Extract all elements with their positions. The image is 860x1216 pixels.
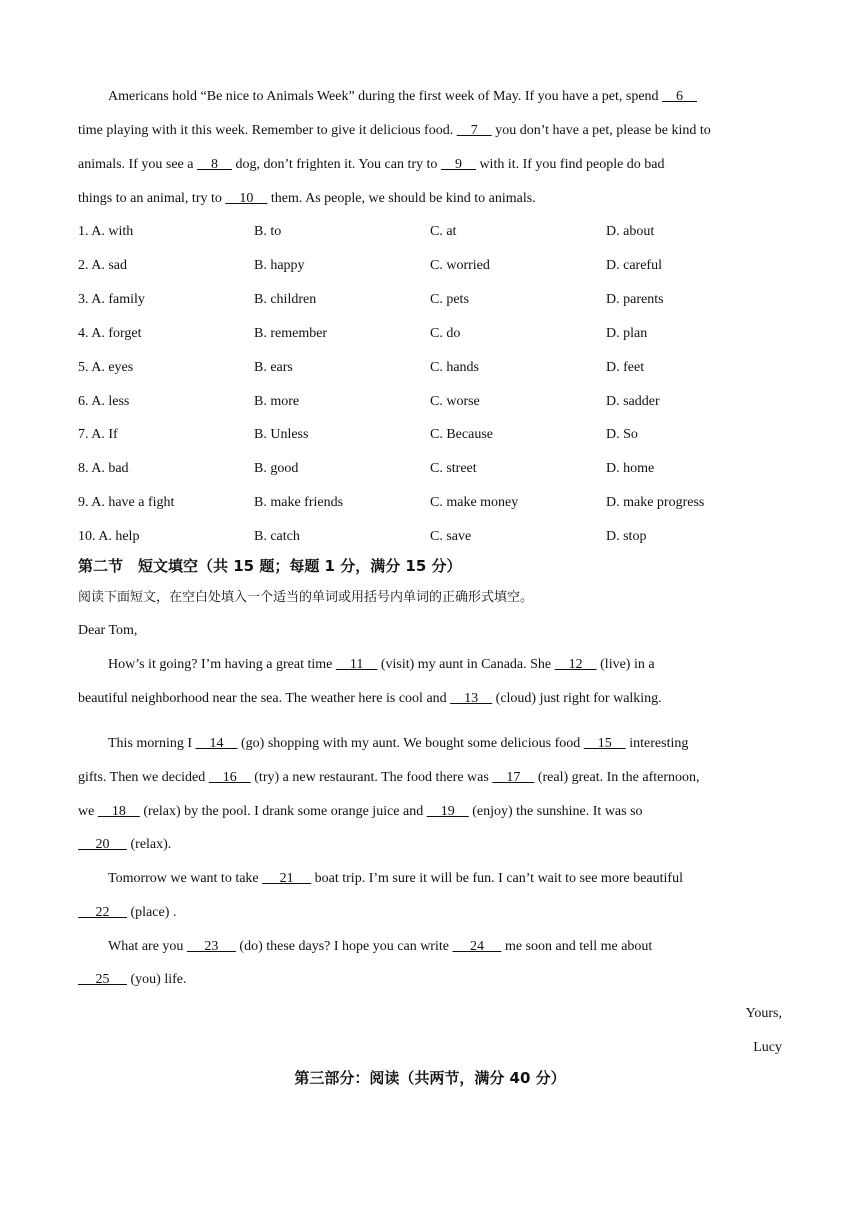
letter-text: (relax). bbox=[127, 837, 172, 852]
option-c: C. save bbox=[430, 529, 472, 544]
letter-p3-line-1 bbox=[108, 869, 683, 889]
option-d: D. parents bbox=[606, 292, 664, 307]
option-d: D. stop bbox=[606, 529, 647, 544]
passage-text: time playing with it this week. Remember to give it delicious food. bbox=[78, 123, 457, 138]
option-a: 8. A. bad bbox=[78, 461, 129, 476]
option-row-3 bbox=[78, 290, 778, 310]
option-a: 7. A. If bbox=[78, 427, 118, 442]
blank-14: 14 bbox=[195, 736, 238, 751]
letter-text: (live) in a bbox=[596, 657, 655, 672]
letter-text: (enjoy) the sunshine. It was so bbox=[468, 804, 643, 819]
letter-text: (visit) my aunt in Canada. She bbox=[377, 657, 555, 672]
option-a: 3. A. family bbox=[78, 292, 145, 307]
option-c: C. pets bbox=[430, 292, 469, 307]
passage-text: dog, don’t frighten it. You can try to bbox=[231, 157, 441, 172]
option-b: B. children bbox=[254, 292, 317, 307]
passage-text: things to an animal, try to bbox=[78, 191, 226, 206]
option-row-1 bbox=[78, 222, 778, 242]
option-c: C. worse bbox=[430, 394, 480, 409]
passage1-line-2 bbox=[78, 121, 711, 141]
option-c: C. make money bbox=[430, 495, 519, 510]
letter-text: beautiful neighborhood near the sea. The weather here is cool and bbox=[78, 691, 451, 706]
option-b: B. catch bbox=[254, 529, 300, 544]
option-d: D. make progress bbox=[606, 495, 705, 510]
option-a: 5. A. eyes bbox=[78, 360, 134, 375]
option-a: 10. A. help bbox=[78, 529, 140, 544]
letter-p4-line-2 bbox=[78, 970, 186, 990]
option-d: D. sadder bbox=[606, 394, 660, 409]
letter-text: gifts. Then we decided bbox=[78, 770, 209, 785]
blank-11: 11 bbox=[335, 657, 378, 672]
letter-text: (cloud) just right for walking. bbox=[492, 691, 662, 706]
letter-closing: Yours, bbox=[745, 1006, 782, 1021]
option-d: D. plan bbox=[606, 326, 648, 341]
letter-text: boat trip. I’m sure it will be fun. I can’t wait to see more beautiful bbox=[311, 871, 683, 886]
blank-16: 16 bbox=[208, 770, 251, 785]
letter-p2-line-2 bbox=[78, 768, 700, 788]
blank-23: 23 bbox=[186, 939, 236, 954]
passage-text: Americans hold “Be nice to Animals Week” during the first week of May. If you have a pet, spend bbox=[108, 89, 663, 104]
option-d: D. about bbox=[606, 224, 655, 239]
blank-10: 10 bbox=[225, 191, 268, 206]
letter-text: (go) shopping with my aunt. We bought some delicious food bbox=[237, 736, 584, 751]
option-b: B. Unless bbox=[254, 427, 309, 442]
option-d: D. feet bbox=[606, 360, 645, 375]
letter-p1-line-1 bbox=[108, 655, 655, 675]
passage-text: you don’t have a pet, please be kind to bbox=[491, 123, 711, 138]
blank-24: 24 bbox=[452, 939, 502, 954]
letter-text: me soon and tell me about bbox=[501, 939, 653, 954]
blank-20: 20 bbox=[78, 837, 127, 852]
letter-text: (relax) by the pool. I drank some orange juice and bbox=[139, 804, 427, 819]
blank-18: 18 bbox=[97, 804, 140, 819]
letter-text: This morning I bbox=[108, 736, 196, 751]
letter-p2-line-4 bbox=[78, 835, 171, 855]
letter-text: (do) these days? I hope you can write bbox=[235, 939, 453, 954]
option-d: D. careful bbox=[606, 258, 662, 273]
letter-text: interesting bbox=[625, 736, 689, 751]
option-row-10 bbox=[78, 527, 778, 547]
letter-text: (real) great. In the afternoon, bbox=[534, 770, 700, 785]
passage1-line-4 bbox=[78, 189, 536, 209]
blank-25: 25 bbox=[78, 972, 127, 987]
letter-text: What are you bbox=[108, 939, 187, 954]
blank-21: 21 bbox=[262, 871, 312, 886]
option-row-9 bbox=[78, 493, 778, 513]
letter-text: How’s it going? I’m having a great time bbox=[108, 657, 336, 672]
blank-19: 19 bbox=[426, 804, 469, 819]
option-b: B. remember bbox=[254, 326, 328, 341]
option-a: 4. A. forget bbox=[78, 326, 142, 341]
option-a: 9. A. have a fight bbox=[78, 495, 175, 510]
letter-p1-line-2 bbox=[78, 689, 662, 709]
option-a: 2. A. sad bbox=[78, 258, 127, 273]
blank-9: 9 bbox=[440, 157, 476, 172]
option-b: B. more bbox=[254, 394, 300, 409]
blank-17: 17 bbox=[492, 770, 535, 785]
option-row-8 bbox=[78, 459, 778, 479]
blank-22: 22 bbox=[78, 905, 127, 920]
option-b: B. happy bbox=[254, 258, 305, 273]
option-row-5 bbox=[78, 358, 778, 378]
letter-signature: Lucy bbox=[753, 1040, 782, 1055]
passage1-line-3 bbox=[78, 155, 665, 175]
part-3-title: 第三部分：阅读（共两节，满分 40 分） bbox=[294, 1069, 566, 1087]
letter-greeting: Dear Tom, bbox=[78, 623, 138, 638]
option-row-2 bbox=[78, 256, 778, 276]
section-2-title: 第二节 短文填空（共 15 题；每题 1 分，满分 15 分） bbox=[78, 557, 462, 575]
blank-6: 6 bbox=[662, 89, 698, 104]
letter-p4-line-1 bbox=[108, 937, 652, 957]
option-row-4 bbox=[78, 324, 778, 344]
letter-text: (you) life. bbox=[127, 972, 187, 987]
letter-p2-line-3 bbox=[78, 802, 643, 822]
option-c: C. at bbox=[430, 224, 457, 239]
blank-12: 12 bbox=[554, 657, 597, 672]
blank-7: 7 bbox=[456, 123, 492, 138]
option-d: D. home bbox=[606, 461, 655, 476]
option-a: 6. A. less bbox=[78, 394, 130, 409]
option-c: C. hands bbox=[430, 360, 479, 375]
letter-p2-line-1 bbox=[108, 734, 688, 754]
blank-8: 8 bbox=[196, 157, 232, 172]
option-b: B. to bbox=[254, 224, 282, 239]
section-2-instruction: 阅读下面短文，在空白处填入一个适当的单词或用括号内单词的正确形式填空。 bbox=[78, 590, 534, 605]
option-c: C. street bbox=[430, 461, 477, 476]
passage1-line-1 bbox=[108, 87, 697, 107]
passage-text: with it. If you find people do bad bbox=[475, 157, 665, 172]
passage-text: animals. If you see a bbox=[78, 157, 197, 172]
option-c: C. do bbox=[430, 326, 461, 341]
passage-text: them. As people, we should be kind to animals. bbox=[267, 191, 536, 206]
letter-text: we bbox=[78, 804, 98, 819]
blank-15: 15 bbox=[583, 736, 626, 751]
option-row-7 bbox=[78, 425, 778, 445]
option-b: B. ears bbox=[254, 360, 293, 375]
option-row-6 bbox=[78, 392, 778, 412]
option-c: C. Because bbox=[430, 427, 493, 442]
option-d: D. So bbox=[606, 427, 638, 442]
blank-13: 13 bbox=[450, 691, 493, 706]
option-c: C. worried bbox=[430, 258, 490, 273]
letter-text: Tomorrow we want to take bbox=[108, 871, 263, 886]
letter-text: (try) a new restaurant. The food there was bbox=[250, 770, 493, 785]
option-a: 1. A. with bbox=[78, 224, 134, 239]
option-b: B. make friends bbox=[254, 495, 344, 510]
letter-p3-line-2 bbox=[78, 903, 176, 923]
option-b: B. good bbox=[254, 461, 299, 476]
letter-text: (place) . bbox=[127, 905, 177, 920]
